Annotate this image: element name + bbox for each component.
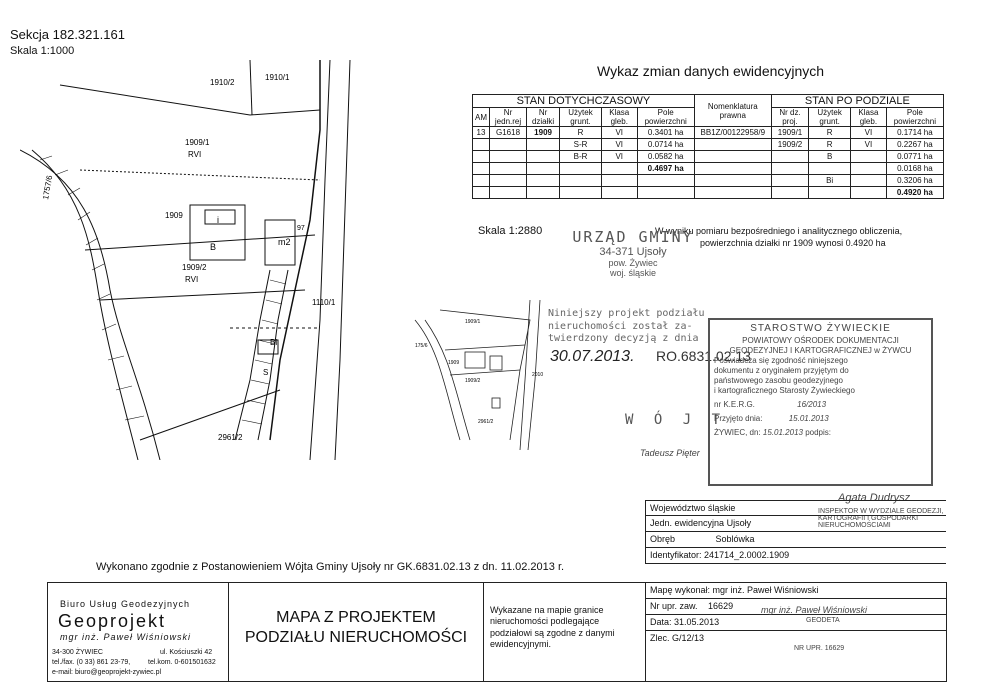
table-cell-am xyxy=(473,151,490,163)
map-by: Mapę wykonał: mgr inż. Paweł Wiśniowski xyxy=(646,583,947,599)
label-rvi-2: RVI xyxy=(185,275,199,284)
id-label: Identyfikator: xyxy=(650,550,702,560)
table-row xyxy=(473,163,944,175)
table-cell-uzytek xyxy=(560,163,602,175)
upr-value: 16629 xyxy=(708,601,734,611)
table-cell-nomen xyxy=(694,151,771,163)
label-1910-2: 1910/2 xyxy=(210,78,235,87)
label-1909-1: 1909/1 xyxy=(185,138,210,147)
label-1757-6: 1757/6 xyxy=(41,174,55,201)
table-cell-proj xyxy=(771,163,808,175)
urzad-gminy-stamp xyxy=(563,228,703,278)
table-cell-proj xyxy=(771,187,808,199)
starostwo-l2: POWIATOWY OŚRODEK DOKUMENTACJI xyxy=(742,335,899,345)
table-cell-jedn xyxy=(490,139,527,151)
table-cell-uzytek xyxy=(560,175,602,187)
table-cell-kl2: VI xyxy=(851,127,887,139)
label-i: i xyxy=(217,215,219,225)
wojt-label: W Ó J T xyxy=(625,412,727,428)
table-cell-pole: 0.4697 ha xyxy=(637,163,694,175)
table-cell-kl2 xyxy=(851,187,887,199)
table-cell-am xyxy=(473,163,490,175)
approval-line2: nieruchomości został za- xyxy=(548,320,693,332)
starostwo-l6: państwowego zasobu geodezyjnego xyxy=(714,375,843,385)
approval-line3: twierdzony decyzją z dnia xyxy=(548,333,699,344)
table-cell-am xyxy=(473,187,490,199)
table-cell-pole2: 0.2267 ha xyxy=(886,139,943,151)
podpis-label: podpis: xyxy=(805,427,831,437)
label-rvi-1: RVI xyxy=(188,150,202,159)
table-cell-am: 13 xyxy=(473,127,490,139)
surveyor-signature: mgr inż. Paweł Wiśniowski xyxy=(761,605,867,615)
label-2961-2: 2961/2 xyxy=(218,433,243,442)
id-value: 241714_2.0002.1909 xyxy=(704,550,790,560)
col-jedn: Nr jedn.rej xyxy=(490,108,527,127)
urzad-line3: pow. Żywiec xyxy=(608,258,658,268)
table-cell-am xyxy=(473,139,490,151)
label-1909: 1909 xyxy=(165,211,183,220)
kerg-value: 16/2013 xyxy=(797,399,827,409)
table-cell-kl2: VI xyxy=(851,139,887,151)
firm-tel2: tel.kom. 0-601501632 xyxy=(148,659,216,666)
firm-addr1: 34-300 ŻYWIEC xyxy=(52,649,103,656)
table-cell-nomen xyxy=(694,139,771,151)
firm-addr2: ul. Kościuszki 42 xyxy=(160,649,213,656)
jedn-value: Ujsoły xyxy=(726,518,752,528)
starostwo-l1: STAROSTWO ŻYWIECKIE xyxy=(750,323,891,334)
przyjeto-value: 15.01.2013 xyxy=(788,413,829,423)
przyjeto-label: Przyjęto dnia: xyxy=(714,413,763,423)
table-cell-proj: 1909/1 xyxy=(771,127,808,139)
inset-map xyxy=(410,290,570,450)
label-s: S xyxy=(263,368,269,377)
inset-label-d: 2961/2 xyxy=(478,419,494,425)
table-cell-dzialka xyxy=(527,187,560,199)
starostwo-stamp xyxy=(708,318,933,486)
urzad-line1: URZĄD GMINY xyxy=(572,228,694,246)
table-cell-am xyxy=(473,175,490,187)
inset-label-c: 175/6 xyxy=(415,343,428,349)
inset-label-b: 1909/2 xyxy=(465,378,481,384)
zlec-label: Zlec. xyxy=(650,633,670,643)
scale-main: Skala 1:1000 xyxy=(10,45,75,57)
table-cell-dzialka xyxy=(527,175,560,187)
calc-note-1: W wyniku pomiaru bezpośredniego i analitycznego obliczenia, xyxy=(655,226,903,236)
map-title-2: PODZIAŁU NIERUCHOMOŚCI xyxy=(244,629,468,646)
approval-date: 30.07.2013. xyxy=(550,348,635,365)
col-pole: Pole powierzchni xyxy=(637,108,694,127)
table-cell-uz2 xyxy=(809,187,851,199)
starostwo-l7: i kartograficznego Starosty Żywieckiego xyxy=(714,385,855,395)
col-am: AM xyxy=(473,108,490,127)
table-cell-uz2: Bi xyxy=(809,175,851,187)
col-uzytek2: Użytek grunt. xyxy=(809,108,851,127)
inset-label-f: 1909 xyxy=(448,360,460,366)
table-cell-jedn xyxy=(490,187,527,199)
voivodeship: Województwo śląskie xyxy=(646,500,946,516)
col-uzytek: Użytek grunt. xyxy=(560,108,602,127)
approval-stamp xyxy=(548,308,705,346)
col-klasa2: Klasa gleb. xyxy=(851,108,887,127)
footer-box xyxy=(47,582,947,682)
table-cell-nomen: BB1Z/00122958/9 xyxy=(694,127,771,139)
table-cell-pole2: 0.3206 ha xyxy=(886,175,943,187)
label-b: B xyxy=(210,242,217,252)
table-cell-proj: 1909/2 xyxy=(771,139,808,151)
table-cell-dzialka xyxy=(527,151,560,163)
starostwo-l4: Poświadcza się zgodność niniejszego xyxy=(714,355,848,365)
zywiec-value: 15.01.2013 xyxy=(762,427,803,437)
table-title: Wykaz zmian danych ewidencyjnych xyxy=(597,63,825,79)
table-left-title: STAN DOTYCHCZASOWY xyxy=(473,95,695,108)
table-cell-dzialka: 1909 xyxy=(527,127,560,139)
table-cell-klasa: VI xyxy=(601,127,637,139)
firm-block xyxy=(48,583,229,681)
jedn-label: Jedn. ewidencyjna xyxy=(650,518,725,528)
statement: Wykazane na mapie granice nieruchomości podlegające podziałowi są zgodne z danymi ewidencyjnymi. xyxy=(490,605,615,649)
table-cell-kl2 xyxy=(851,163,887,175)
table-cell-uz2: R xyxy=(809,127,851,139)
table-cell-klasa: VI xyxy=(601,139,637,151)
title-block xyxy=(229,583,484,681)
table-cell-nomen xyxy=(694,187,771,199)
approval-ref: RO.6831.02.13 xyxy=(656,348,751,364)
surveyor-role: GEODETA xyxy=(806,617,840,624)
table-cell-nomen xyxy=(694,175,771,187)
table-cell-pole2: 0.0168 ha xyxy=(886,163,943,175)
table-cell-jedn: G1618 xyxy=(490,127,527,139)
table-row xyxy=(473,151,944,163)
label-1909-2: 1909/2 xyxy=(182,263,207,272)
table-middle-title: Nomenklatura prawna xyxy=(694,95,771,127)
starostwo-l5: dokumentu z oryginałem przyjętym do xyxy=(714,365,849,375)
table-cell-uzytek xyxy=(560,187,602,199)
firm-owner: mgr inż. Paweł Wiśniowski xyxy=(60,632,191,642)
table-cell-uz2: R xyxy=(809,139,851,151)
table-cell-pole xyxy=(637,175,694,187)
table-cell-pole2: 0.4920 ha xyxy=(886,187,943,199)
inset-label-e: 2010 xyxy=(532,372,544,378)
zywiec-label: ŻYWIEC, dn: xyxy=(714,427,761,437)
table-row xyxy=(473,187,944,199)
inset-label-a: 1909/1 xyxy=(465,319,481,325)
firm-name: Geoprojekt xyxy=(58,611,167,631)
col-proj: Nr dz. proj. xyxy=(771,108,808,127)
table-cell-klasa xyxy=(601,175,637,187)
obreb-label: Obręb xyxy=(650,534,676,544)
scale-inset: Skala 1:2880 xyxy=(478,225,543,237)
table-cell-pole: 0.3401 ha xyxy=(637,127,694,139)
starostwo-l3: GEODEZYJNEJ I KARTOGRAFICZNEJ w ŻYWCU xyxy=(729,345,912,355)
signer-role: INSPEKTOR W WYDZIALE GEODEZJI, KARTOGRAFII I GOSPODARKI NIERUCHOMOŚCIAMI xyxy=(818,508,944,529)
table-cell-dzialka xyxy=(527,163,560,175)
table-row xyxy=(473,139,944,151)
table-cell-uzytek: B-R xyxy=(560,151,602,163)
calc-note-2: powierzchnia działki nr 1909 wynosi 0.4920 ha xyxy=(700,238,886,248)
firm-top: Biuro Usług Geodezyjnych xyxy=(60,599,191,609)
table-cell-klasa xyxy=(601,163,637,175)
urzad-line4: woj. śląskie xyxy=(609,268,656,278)
table-cell-jedn xyxy=(490,151,527,163)
table-cell-pole: 0.0582 ha xyxy=(637,151,694,163)
table-cell-dzialka xyxy=(527,139,560,151)
table-cell-klasa: VI xyxy=(601,151,637,163)
table-cell-proj xyxy=(771,151,808,163)
table-cell-nomen xyxy=(694,163,771,175)
table-cell-pole2: 0.1714 ha xyxy=(886,127,943,139)
details-block xyxy=(645,583,947,681)
upr-label: Nr upr. zaw. xyxy=(650,601,698,611)
table-row xyxy=(473,127,944,139)
table-cell-pole xyxy=(637,187,694,199)
urzad-line2: 34-371 Ujsoły xyxy=(599,246,667,258)
zlec-value: G/12/13 xyxy=(672,633,705,643)
table-cell-uzytek: S-R xyxy=(560,139,602,151)
section-number: Sekcja 182.321.161 xyxy=(10,27,125,42)
surveyor-nr: NR UPR. 16629 xyxy=(794,645,845,652)
date-value: 31.05.2013 xyxy=(674,617,720,627)
location-box xyxy=(645,500,946,564)
label-1910-1: 1910/1 xyxy=(265,73,290,82)
label-m2: m2 xyxy=(278,237,291,247)
table-row xyxy=(473,175,944,187)
obreb-value: Soblówka xyxy=(715,534,755,544)
table-cell-kl2 xyxy=(851,175,887,187)
table-right-title: STAN PO PODZIALE xyxy=(771,95,943,108)
label-1110-1: 1110/1 xyxy=(312,298,336,307)
change-table xyxy=(472,94,944,199)
map-title-1: MAPA Z PROJEKTEM xyxy=(276,609,436,626)
table-cell-kl2 xyxy=(851,151,887,163)
col-dzialka: Nr działki xyxy=(527,108,560,127)
col-pole2: Pole powierzchni xyxy=(886,108,943,127)
label-bi: Bi xyxy=(270,338,278,347)
main-map xyxy=(20,60,460,460)
firm-tel1: tel./fax. (0 33) 861 23-79, xyxy=(52,659,131,666)
table-cell-uzytek: R xyxy=(560,127,602,139)
wojt-name: Tadeusz Pięter xyxy=(640,448,700,458)
table-cell-proj xyxy=(771,175,808,187)
table-cell-jedn xyxy=(490,163,527,175)
table-cell-pole: 0.0714 ha xyxy=(637,139,694,151)
wykonano-text: Wykonano zgodnie z Postanowieniem Wójta Gminy Ujsoły nr GK.6831.02.13 z dn. 11.02.2013 r. xyxy=(96,561,565,573)
table-cell-jedn xyxy=(490,175,527,187)
date-label: Data: xyxy=(650,617,672,627)
table-cell-pole2: 0.0771 ha xyxy=(886,151,943,163)
table-cell-klasa xyxy=(601,187,637,199)
firm-email: e-mail: biuro@geoprojekt-zywiec.pl xyxy=(52,669,162,676)
table-cell-uz2: B xyxy=(809,151,851,163)
table-cell-uz2 xyxy=(809,163,851,175)
approval-line1: Niniejszy projekt podziału xyxy=(548,308,705,319)
col-klasa: Klasa gleb. xyxy=(601,108,637,127)
label-97: 97 xyxy=(297,225,305,232)
signer-name: Agata Dudrysz xyxy=(838,492,911,504)
kerg-label: nr K.E.R.G. xyxy=(714,399,755,409)
